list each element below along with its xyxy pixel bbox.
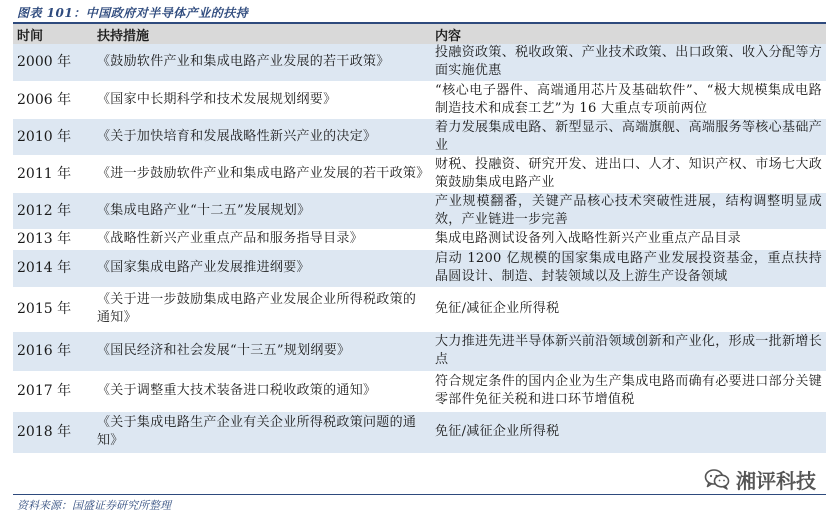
measure-cell: 《国家集成电路产业发展推进纲要》 <box>93 249 431 287</box>
policy-table <box>13 24 826 454</box>
content-cell: “核心电子器件、高端通用芯片及基础软件”、“极大规模集成电路制造技术和成套工艺”为 16 大重点专项前两位 <box>431 81 826 118</box>
year-cell: 2013 年 <box>13 229 93 249</box>
table-row <box>13 371 826 411</box>
content-cell: 启动 1200 亿规模的国家集成电路产业发展投资基金，重点扶持晶圆设计、制造、封装领域以及上游生产设备领域 <box>431 249 826 287</box>
table-header-row <box>13 24 826 44</box>
measure-cell: 《关于调整重大技术装备进口税收政策的通知》 <box>93 371 431 411</box>
measure-cell: 《关于加快培育和发展战略性新兴产业的决定》 <box>93 118 431 155</box>
year-cell: 2000 年 <box>13 44 93 81</box>
year-cell: 2016 年 <box>13 331 93 371</box>
measure-cell: 《国家中长期科学和技术发展规划纲要》 <box>93 81 431 118</box>
table-row <box>13 331 826 371</box>
figure-caption: 图表 101：中国政府对半导体产业的扶持 <box>17 6 249 20</box>
year-cell: 2018 年 <box>13 411 93 453</box>
bottom-rule <box>13 494 826 495</box>
year-cell: 2017 年 <box>13 371 93 411</box>
wechat-icon <box>704 468 730 490</box>
content-cell: 产业规模翻番，关键产品核心技术突破性进展，结构调整明显成效，产业链进一步完善 <box>431 192 826 229</box>
table-row <box>13 287 826 331</box>
measure-cell: 《关于进一步鼓励集成电路产业发展企业所得税政策的通知》 <box>93 287 431 331</box>
watermark-text: 湘评科技 <box>736 468 816 493</box>
content-cell: 财税、投融资、研究开发、进出口、人才、知识产权、市场七大政策鼓励集成电路产业 <box>431 155 826 192</box>
measure-cell: 《集成电路产业“十二五”发展规划》 <box>93 192 431 229</box>
table-row <box>13 44 826 81</box>
measure-cell: 《关于集成电路生产企业有关企业所得税政策问题的通知》 <box>93 411 431 453</box>
header-year: 时间 <box>13 24 93 44</box>
measure-cell: 《鼓励软件产业和集成电路产业发展的若干政策》 <box>93 44 431 81</box>
table-row <box>13 229 826 249</box>
content-cell: 投融资政策、税收政策、产业技术政策、出口政策、收入分配等方面实施优惠 <box>431 44 826 81</box>
year-cell: 2011 年 <box>13 155 93 192</box>
year-cell: 2006 年 <box>13 81 93 118</box>
measure-cell: 《进一步鼓励软件产业和集成电路产业发展的若干政策》 <box>93 155 431 192</box>
table-row <box>13 155 826 192</box>
year-cell: 2014 年 <box>13 249 93 287</box>
year-cell: 2010 年 <box>13 118 93 155</box>
content-cell: 免征/减征企业所得税 <box>431 287 826 331</box>
watermark <box>700 466 820 492</box>
content-cell: 着力发展集成电路、新型显示、高端旗舰、高端服务等核心基础产业 <box>431 118 826 155</box>
year-cell: 2012 年 <box>13 192 93 229</box>
header-measure: 扶持措施 <box>93 24 431 44</box>
content-cell: 集成电路测试设备列入战略性新兴产业重点产品目录 <box>431 229 826 249</box>
measure-cell: 《国民经济和社会发展“十三五”规划纲要》 <box>93 331 431 371</box>
measure-cell: 《战略性新兴产业重点产品和服务指导目录》 <box>93 229 431 249</box>
header-content: 内容 <box>431 24 826 44</box>
table-row <box>13 411 826 453</box>
year-cell: 2015 年 <box>13 287 93 331</box>
table-row <box>13 192 826 229</box>
source-note: 资料来源：国盛证券研究所整理 <box>17 499 171 512</box>
table-row <box>13 81 826 118</box>
table-row <box>13 249 826 287</box>
content-cell: 符合规定条件的国内企业为生产集成电路而确有必要进口部分关键零部件免征关税和进口环节增值税 <box>431 371 826 411</box>
table-row <box>13 118 826 155</box>
content-cell: 大力推进先进半导体新兴前沿领域创新和产业化，形成一批新增长点 <box>431 331 826 371</box>
content-cell: 免征/减征企业所得税 <box>431 411 826 453</box>
